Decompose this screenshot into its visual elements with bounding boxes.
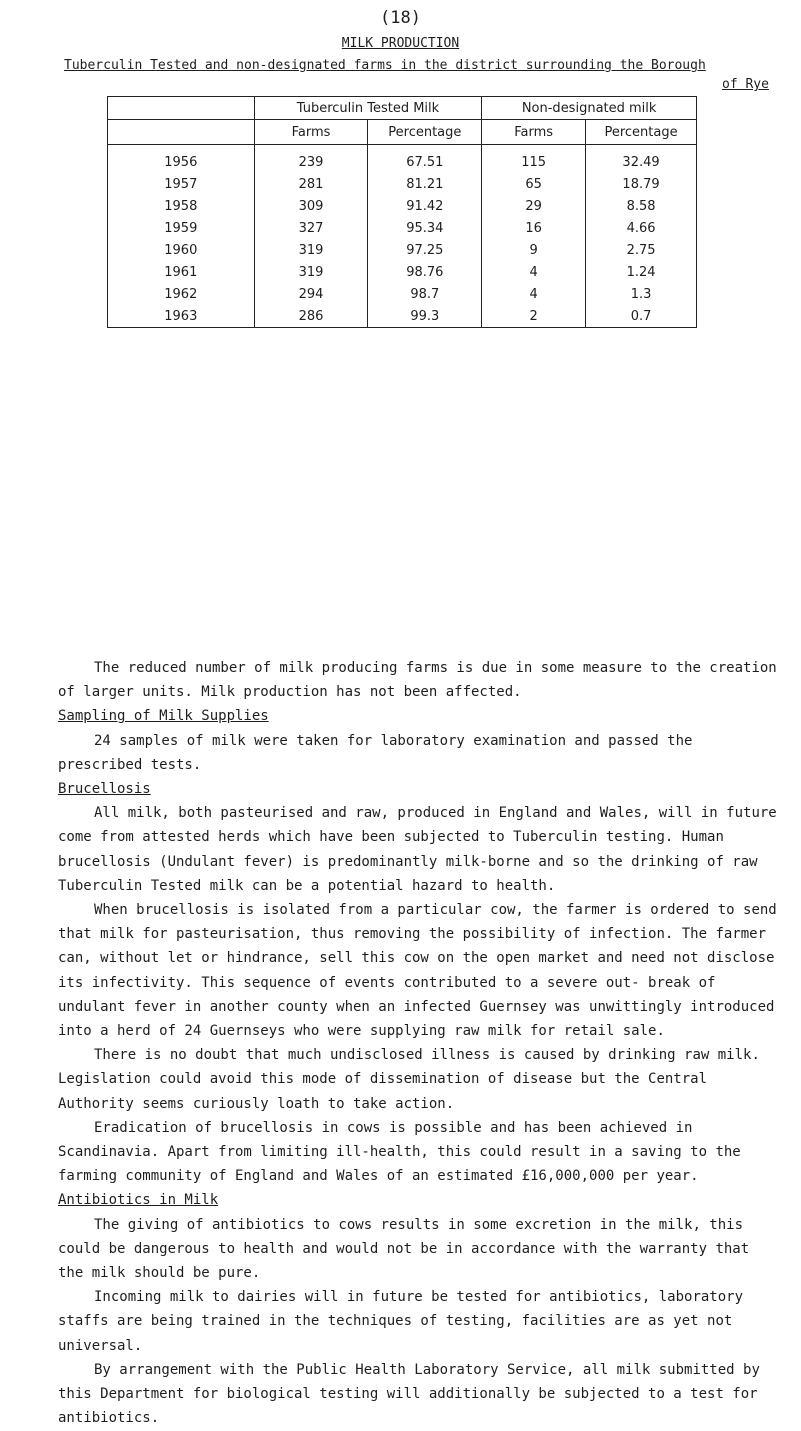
year-cell: 1958 bbox=[108, 195, 255, 217]
nd-farms-cell: 4 bbox=[482, 261, 586, 283]
table-row bbox=[108, 217, 697, 239]
tt-percentage-cell: 97.25 bbox=[368, 239, 482, 261]
table-row bbox=[108, 173, 697, 195]
tt-percentage-cell: 91.42 bbox=[368, 195, 482, 217]
nd-percentage-cell: 1.24 bbox=[586, 261, 697, 283]
nd-percentage-cell: 8.58 bbox=[586, 195, 697, 217]
table-caption-continued: of Rye bbox=[722, 77, 769, 92]
tt-farms-cell: 286 bbox=[254, 305, 368, 328]
tt-percentage-cell: 98.76 bbox=[368, 261, 482, 283]
farms-table bbox=[107, 96, 697, 328]
nd-farms-cell: 9 bbox=[482, 239, 586, 261]
nd-farms-cell: 16 bbox=[482, 217, 586, 239]
tt-farms-cell: 294 bbox=[254, 283, 368, 305]
tt-farms-cell: 327 bbox=[254, 217, 368, 239]
section-heading bbox=[58, 704, 778, 728]
tt-farms-cell: 309 bbox=[254, 195, 368, 217]
table-sub-header-row bbox=[108, 120, 697, 145]
paragraph: There is no doubt that much undisclosed illness is caused by drinking raw milk. Legislation could avoid this mode of dissemination of disease but the Central Authority seems curiously loath to take action. bbox=[58, 1047, 760, 1112]
table-row bbox=[108, 239, 697, 261]
year-cell: 1957 bbox=[108, 173, 255, 195]
nd-farms-cell: 29 bbox=[482, 195, 586, 217]
table-row bbox=[108, 283, 697, 305]
nd-percentage-cell: 32.49 bbox=[586, 145, 697, 174]
paragraph: 24 samples of milk were taken for laboratory examination and passed the prescribed tests. bbox=[58, 732, 693, 773]
nd-percentage-header: Percentage bbox=[586, 120, 697, 145]
empty-header-cell bbox=[108, 120, 255, 145]
section-heading-text: Sampling of Milk Supplies bbox=[58, 708, 269, 725]
year-cell: 1956 bbox=[108, 145, 255, 174]
body-text bbox=[58, 656, 778, 1431]
empty-header-cell bbox=[108, 97, 255, 120]
paragraph: By arrangement with the Public Health Laboratory Service, all milk submitted by this Department for biological testing will additionally be subjected to a test for antibiotics. bbox=[58, 1361, 760, 1427]
table-row bbox=[108, 305, 697, 328]
paragraph: All milk, both pasteurised and raw, produced in England and Wales, will in future come from attested herds which have been subjected to Tuberculin testing. Human brucellosis (Undulant fever) is predominantly milk-borne and so the drinking of raw Tuberculin Tested milk can be a potential hazard to health. bbox=[58, 805, 777, 894]
year-cell: 1963 bbox=[108, 305, 255, 328]
tt-farms-cell: 319 bbox=[254, 239, 368, 261]
nd-farms-cell: 2 bbox=[482, 305, 586, 328]
paragraph: Incoming milk to dairies will in future be tested for antibiotics, laboratory staffs are being trained in the techniques of testing, facilities are as yet not universal. bbox=[58, 1289, 744, 1354]
year-cell: 1959 bbox=[108, 217, 255, 239]
tt-percentage-cell: 95.34 bbox=[368, 217, 482, 239]
table-row bbox=[108, 145, 697, 174]
page-title: MILK PRODUCTION bbox=[341, 36, 460, 51]
paragraph: The reduced number of milk producing farms is due in some measure to the creation of larger units. Milk production has not been affected. bbox=[58, 660, 777, 701]
table-group-header-row bbox=[108, 97, 697, 120]
tt-farms-header: Farms bbox=[254, 120, 368, 145]
table-row bbox=[108, 261, 697, 283]
section-heading-text: Antibiotics in Milk bbox=[58, 1192, 219, 1209]
tt-milk-header: Tuberculin Tested Milk bbox=[254, 97, 482, 120]
nd-percentage-cell: 0.7 bbox=[586, 305, 697, 328]
section-heading bbox=[58, 777, 778, 801]
tt-farms-cell: 239 bbox=[254, 145, 368, 174]
nd-farms-cell: 115 bbox=[482, 145, 586, 174]
nd-percentage-cell: 2.75 bbox=[586, 239, 697, 261]
tt-percentage-cell: 99.3 bbox=[368, 305, 482, 328]
nd-percentage-cell: 18.79 bbox=[586, 173, 697, 195]
nd-farms-cell: 65 bbox=[482, 173, 586, 195]
section-heading bbox=[58, 1188, 778, 1212]
tt-percentage-cell: 98.7 bbox=[368, 283, 482, 305]
non-designated-header: Non-designated milk bbox=[482, 97, 697, 120]
year-cell: 1961 bbox=[108, 261, 255, 283]
paragraph: When brucellosis is isolated from a particular cow, the farmer is ordered to send that milk for pasteurisation, thus removing the possibility of infection. The farmer can, without let or hindrance, sell this cow on the open market and need not disclose its infectivity. This sequence of events contributed to a severe out- break of undulant fever in another county when an infected Guernsey was unwittingly introduced into a herd of 24 Guernseys who were supplying raw milk for retail sale. bbox=[58, 902, 777, 1040]
year-cell: 1960 bbox=[108, 239, 255, 261]
tt-farms-cell: 319 bbox=[254, 261, 368, 283]
tt-percentage-header: Percentage bbox=[368, 120, 482, 145]
nd-percentage-cell: 4.66 bbox=[586, 217, 697, 239]
tt-farms-cell: 281 bbox=[254, 173, 368, 195]
year-cell: 1962 bbox=[108, 283, 255, 305]
section-heading-text: Brucellosis bbox=[58, 781, 151, 798]
tt-percentage-cell: 81.21 bbox=[368, 173, 482, 195]
paragraph: The giving of antibiotics to cows results in some excretion in the milk, this could be dangerous to health and would not be in accordance with the warranty that the milk should be pure. bbox=[58, 1216, 750, 1282]
table-row bbox=[108, 195, 697, 217]
table-caption: Tuberculin Tested and non-designated farms in the district surrounding the Borough bbox=[64, 58, 706, 73]
nd-farms-header: Farms bbox=[482, 120, 586, 145]
tt-percentage-cell: 67.51 bbox=[368, 145, 482, 174]
page-number: (18) bbox=[380, 8, 421, 28]
nd-percentage-cell: 1.3 bbox=[586, 283, 697, 305]
nd-farms-cell: 4 bbox=[482, 283, 586, 305]
paragraph: Eradication of brucellosis in cows is possible and has been achieved in Scandinavia. Apart from limiting ill-health, this could result in a saving to the farming community of England and Wales of an estimated £16,000,000 per year. bbox=[58, 1119, 741, 1185]
